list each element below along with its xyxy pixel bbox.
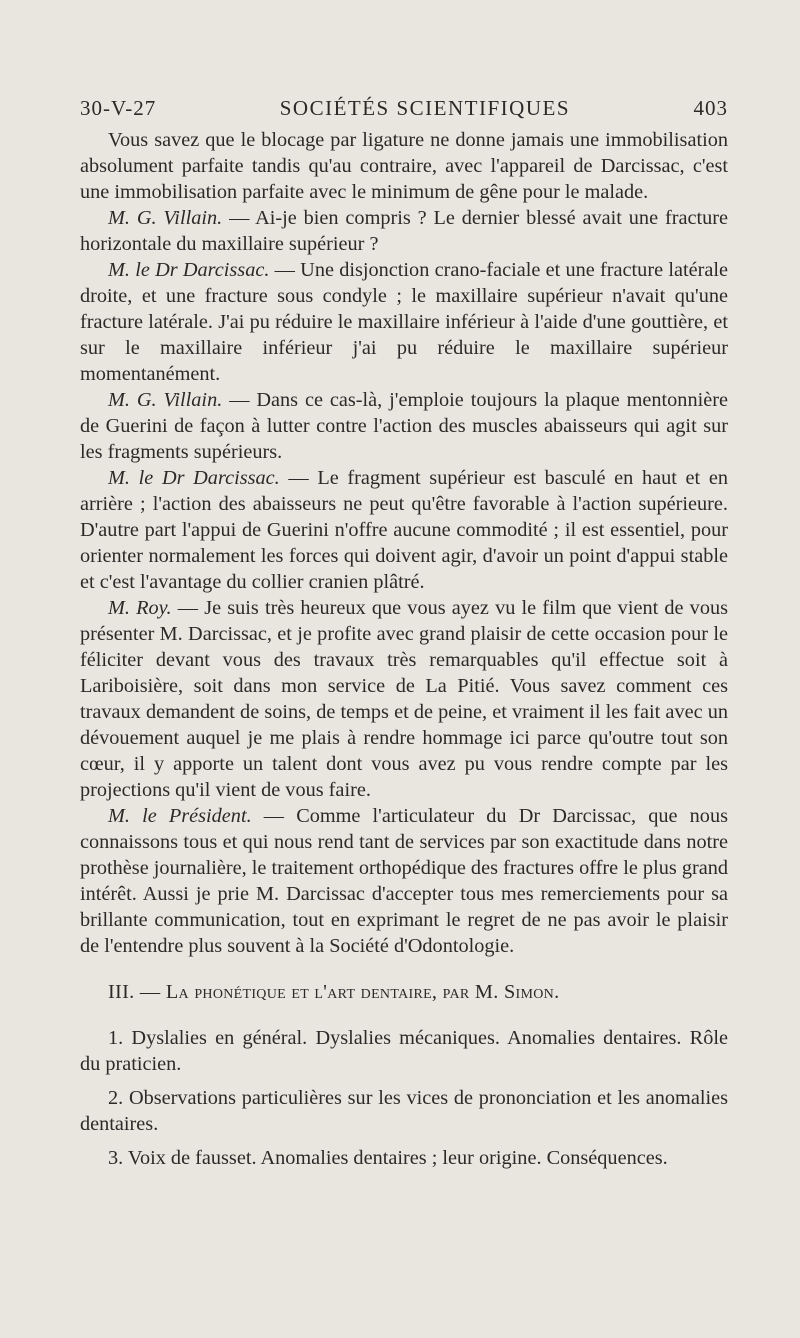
paragraph-text: — Dans ce cas-là, j'emploie toujours la plaque mentonnière de Guerini de façon à lutter contre l'action des muscles abaisseurs qui agit sur les fragments supérieurs. [80,389,728,463]
speaker-name: M. G. Villain. [108,207,223,229]
paragraph [80,803,728,959]
paragraph-text: Vous savez que le blocage par ligature ne donne jamais une immobilisation absolument parfaite tandis qu'au contraire, avec l'appareil de Darcissac, c'est une immobilisation parfaite avec le minimum de gêne pour le malade. [80,129,728,203]
list-item: 2. Observations particulières sur les vices de prononciation et les anomalies dentaires. [80,1087,728,1135]
topic-list [80,1025,728,1171]
section-number: III. — [108,981,166,1003]
section-heading [80,979,728,1005]
header-date: 30-V-27 [80,96,157,120]
paragraph [80,387,728,465]
speaker-name: M. le Président. [108,805,252,827]
paragraph-text: — Le fragment supérieur est basculé en haut et en arrière ; l'action des abaisseurs ne peut qu'être favorable à l'action supérieure. D'autre part l'appui de Guerini n'offre aucune commodité ; il est essentiel, pour orienter normalement les forces qui doivent agir, d'avoir un point d'appui stable et c'est l'avantage du collier cranien plâtré. [80,467,728,593]
speaker-name: M. le Dr Darcissac. [108,259,270,281]
paragraph-text: — Ai-je bien compris ? Le dernier blessé avait une fracture horizontale du maxillaire supérieur ? [80,207,728,255]
page-number: 403 [693,96,728,120]
paragraph [80,205,728,257]
paragraph-text: — Une disjonction crano-faciale et une fracture latérale droite, et une fracture sous condyle ; le maxillaire supérieur n'avait qu'une fracture latérale. J'ai pu réduire le maxillaire inférieur à l'aide d'une gouttière, et sur le maxillaire inférieur j'ai pu réduire le maxillaire supérieur momentanément. [80,259,728,385]
speaker-name: M. le Dr Darcissac. [108,467,280,489]
speaker-name: M. G. Villain. [108,389,223,411]
speaker-name: M. Roy. [108,597,172,619]
body-text [80,127,728,959]
list-item: 1. Dyslalies en général. Dyslalies mécaniques. Anomalies dentaires. Rôle du praticien. [80,1027,728,1075]
running-header [80,96,728,121]
header-title: SOCIÉTÉS SCIENTIFIQUES [279,96,570,120]
paragraph-text: — Comme l'articulateur du Dr Darcissac, que nous connaissons tous et qui nous rend tant de services par son exactitude dans notre prothèse journalière, le traitement orthopédique des fractures offre le plus grand intérêt. Aussi je prie M. Darcissac d'accepter tous mes remerciements pour sa brillante communication, tout en exprimant le regret de ne pas avoir le plaisir de l'entendre plus souvent à la Société d'Odontologie. [80,805,728,957]
paragraph [80,257,728,387]
paragraph-text: — Je suis très heureux que vous ayez vu le film que vient de vous présenter M. Darcissac, et je profite avec grand plaisir de cette occasion pour le féliciter devant vous des travaux très remarquables qu'il effectue soit à Lariboisière, soit dans mon service de La Pitié. Vous savez comment ces travaux demandent de soins, de temps et de peine, et vraiment il les fait avec un dévouement auquel je me plais à rendre hommage ici parce qu'outre tout son cœur, il y apporte un talent dont vous avez pu vous rendre compte par les projections qu'il vient de vous faire. [80,597,728,801]
paragraph [80,595,728,803]
paragraph [80,127,728,205]
paragraph [80,465,728,595]
list-item: 3. Voix de fausset. Anomalies dentaires ; leur origine. Conséquences. [108,1147,668,1169]
section-title: La phonétique et l'art dentaire, par M. Simon. [165,981,560,1003]
